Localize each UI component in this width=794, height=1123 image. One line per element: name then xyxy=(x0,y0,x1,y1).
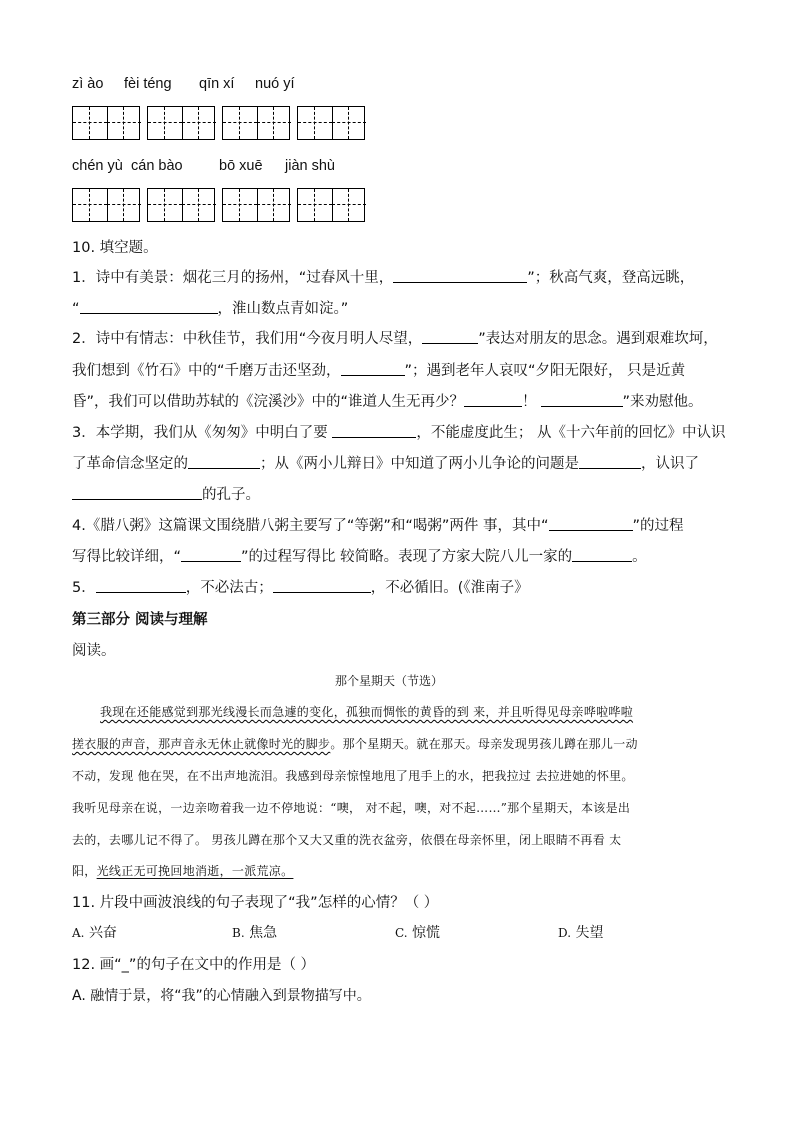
answer-blank[interactable] xyxy=(96,578,186,593)
answer-blank[interactable] xyxy=(464,392,522,407)
q10-item-4-line-1: 4.《腊八粥》这篇课文围绕腊八粥主要写了“等粥”和“喝粥”两件 事，其中“ ”的过程 xyxy=(72,518,684,534)
passage-line: 阳，光线正无可挽回地消逝，一派荒凉。 xyxy=(72,864,294,878)
q10-item-3-line-3: 的孔子。 xyxy=(72,483,260,504)
option-d[interactable]: D. 失望 xyxy=(558,925,604,941)
pinyin-label: nuó yí xyxy=(255,76,295,92)
section-heading: 第三部分 阅读与理解 xyxy=(72,612,208,628)
q10-item-3-line-2: 了革命信念坚定的 ；从《两小儿辩日》中知道了两小儿争论的问题是 ，认识了 xyxy=(72,456,699,472)
writing-box[interactable] xyxy=(147,188,215,222)
q10-item-2-line-2: 我们想到《竹石》中的“千磨万击还坚劲， ”；遇到老年人哀叹“夕阳无限好， 只是近黄 xyxy=(72,363,686,379)
answer-blank[interactable] xyxy=(72,485,202,500)
writing-box[interactable] xyxy=(297,106,365,140)
question-stem: 11. 片段中画波浪线的句子表现了“我”怎样的心情？（ ） xyxy=(72,895,439,911)
q10-item-2-line-3: 昏”，我们可以借助苏轼的《浣溪沙》中的“谁道人生无再少？ ！ ”来劝慰他。 xyxy=(72,394,703,410)
option-b[interactable]: B. 焦急 xyxy=(232,925,278,941)
q10-item-1-line-1: 1．诗中有美景：烟花三月的扬州，“过春风十里， ”；秋高气爽，登高远眺， xyxy=(72,270,695,286)
answer-blank[interactable] xyxy=(541,392,623,407)
passage-line: 不动，发现 他在哭，在不出声地流泪。我感到母亲惊惶地甩了甩手上的水，把我拉过 去拉进她的怀里。 xyxy=(72,769,634,783)
pinyin-label: chén yù xyxy=(72,158,123,174)
passage-line: 我现在还能感觉到那光线漫长而急遽的变化，孤独而惆怅的黄昏的到 来，并且听得见母亲哗啦哗啦 xyxy=(100,705,634,719)
answer-blank[interactable] xyxy=(572,547,632,562)
answer-blank[interactable] xyxy=(273,578,371,593)
passage-line: 去的，去哪儿记不得了。 男孩儿蹲在那个又大又重的洗衣盆旁，依偎在母亲怀里，闭上眼睛不再看 太 xyxy=(72,833,622,847)
question-heading: 10. 填空题。 xyxy=(72,240,158,256)
passage-title: 那个星期天（节选） xyxy=(335,674,444,688)
question-stem: 12. 画“_”的句子在文中的作用是（ ） xyxy=(72,957,316,973)
pinyin-label: zì ào xyxy=(72,76,104,92)
pinyin-label: bō xuē xyxy=(219,158,263,174)
writing-box[interactable] xyxy=(147,106,215,140)
q10-item-5: 5． ，不必法古； ，不必循旧。(《淮南子》 xyxy=(72,580,529,596)
q10-item-2-line-1: 2．诗中有情志：中秋佳节，我们用“今夜月明人尽望， ”表达对朋友的思念。遇到艰难坎坷， xyxy=(72,331,718,347)
writing-box[interactable] xyxy=(222,106,290,140)
answer-blank[interactable] xyxy=(579,454,641,469)
answer-blank[interactable] xyxy=(422,329,478,344)
q10-item-4-line-2: 写得比较详细，“ ”的过程写得比 较简略。表现了方家大院八儿一家的 。 xyxy=(72,549,647,565)
writing-box[interactable] xyxy=(72,188,140,222)
option-a[interactable]: A. 融情于景，将“我”的心情融入到景物描写中。 xyxy=(72,988,371,1004)
q10-item-3-line-1: 3．本学期，我们从《匆匆》中明白了要 ，不能虚度此生； 从《十六年前的回忆》中认识 xyxy=(72,425,726,441)
writing-box[interactable] xyxy=(297,188,365,222)
answer-blank[interactable] xyxy=(549,516,633,531)
answer-blank[interactable] xyxy=(341,361,405,376)
passage-line: 我听见母亲在说，一边亲吻着我一边不停地说：“噢， 对不起，噢，对不起……”那个星期天，本该是出 xyxy=(72,801,631,815)
writing-box[interactable] xyxy=(72,106,140,140)
q10-item-1-line-2: “ ，淮山数点青如淀。” xyxy=(72,301,349,317)
answer-blank[interactable] xyxy=(332,423,416,438)
passage-line: 搓衣服的声音，那声音永无休止就像时光的脚步。那个星期天。就在那天。母亲发现男孩儿蹲在那儿一动 xyxy=(72,737,638,751)
pinyin-label: qīn xí xyxy=(199,76,235,92)
writing-box[interactable] xyxy=(222,188,290,222)
answer-blank[interactable] xyxy=(181,547,241,562)
pinyin-label: jiàn shù xyxy=(285,158,335,174)
reading-intro: 阅读。 xyxy=(72,643,116,659)
answer-blank[interactable] xyxy=(80,299,218,314)
pinyin-label: cán bào xyxy=(131,158,183,174)
pinyin-label: fèi téng xyxy=(124,76,172,92)
answer-blank[interactable] xyxy=(393,268,527,283)
answer-blank[interactable] xyxy=(188,454,260,469)
option-c[interactable]: C. 惊慌 xyxy=(395,925,441,941)
option-a[interactable]: A. 兴奋 xyxy=(72,925,117,941)
